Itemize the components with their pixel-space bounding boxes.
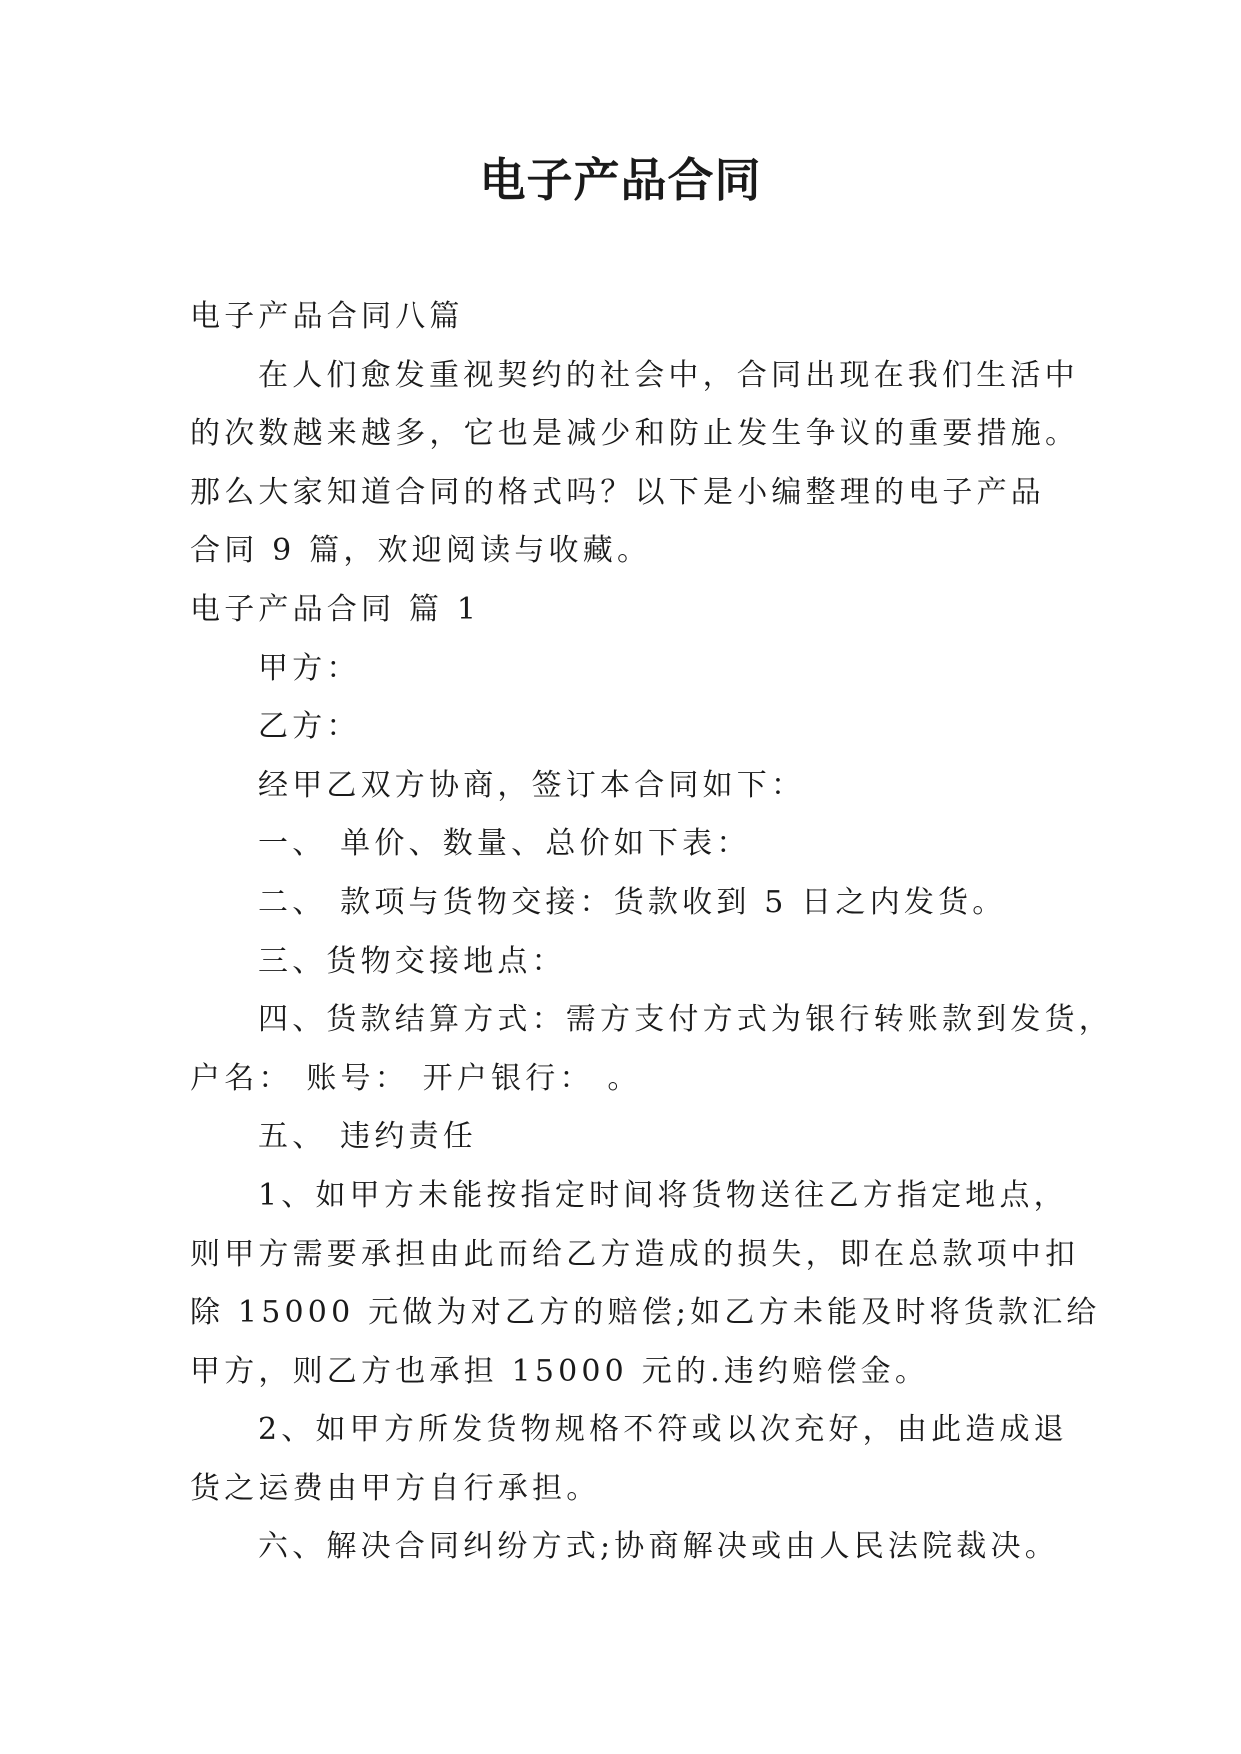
text-line: 甲方，则乙方也承担 15000 元的.违约赔偿金。 bbox=[190, 1353, 930, 1389]
text-line: 一、 单价、数量、总价如下表： bbox=[258, 826, 751, 862]
document-body bbox=[190, 288, 1113, 1577]
text-line: 则甲方需要承担由此而给乙方造成的损失，即在总款项中扣 bbox=[190, 1236, 1080, 1272]
text-line: 货之运费由甲方自行承担。 bbox=[190, 1470, 601, 1506]
text-line: 在人们愈发重视契约的社会中，合同出现在我们生活中 bbox=[258, 357, 1079, 393]
text-line: 1、如甲方未能按指定时间将货物送往乙方指定地点， bbox=[258, 1177, 1068, 1213]
text-line: 甲方： bbox=[258, 650, 361, 686]
text-line: 四、货款结算方式：需方支付方式为银行转账款到发货， bbox=[258, 1002, 1113, 1038]
text-line: 六、解决合同纠纷方式;协商解决或由人民法院裁决。 bbox=[258, 1529, 1059, 1565]
text-line: 合同 9 篇，欢迎阅读与收藏。 bbox=[190, 533, 652, 569]
text-line: 乙方： bbox=[258, 709, 361, 745]
text-line: 经甲乙双方协商，签订本合同如下： bbox=[258, 767, 806, 803]
text-line: 的次数越来越多，它也是减少和防止发生争议的重要措施。 bbox=[190, 416, 1080, 452]
text-line: 电子产品合同 篇 1 bbox=[190, 591, 481, 627]
document-title: 电子产品合同 bbox=[479, 153, 762, 207]
text-line: 那么大家知道合同的格式吗？以下是小编整理的电子产品 bbox=[190, 474, 1045, 510]
text-line: 除 15000 元做为对乙方的赔偿;如乙方未能及时将货款汇给 bbox=[190, 1295, 1101, 1331]
text-line: 二、 款项与货物交接：货款收到 5 日之内发货。 bbox=[258, 884, 1007, 920]
text-line: 电子产品合同八篇 bbox=[190, 299, 464, 334]
text-line: 2、如甲方所发货物规格不符或以次充好，由此造成退 bbox=[258, 1412, 1068, 1448]
text-line: 五、 违约责任 bbox=[258, 1119, 477, 1155]
text-line: 三、货物交接地点： bbox=[258, 943, 566, 979]
text-line: 户名： 账号： 开户银行： 。 bbox=[190, 1060, 642, 1096]
